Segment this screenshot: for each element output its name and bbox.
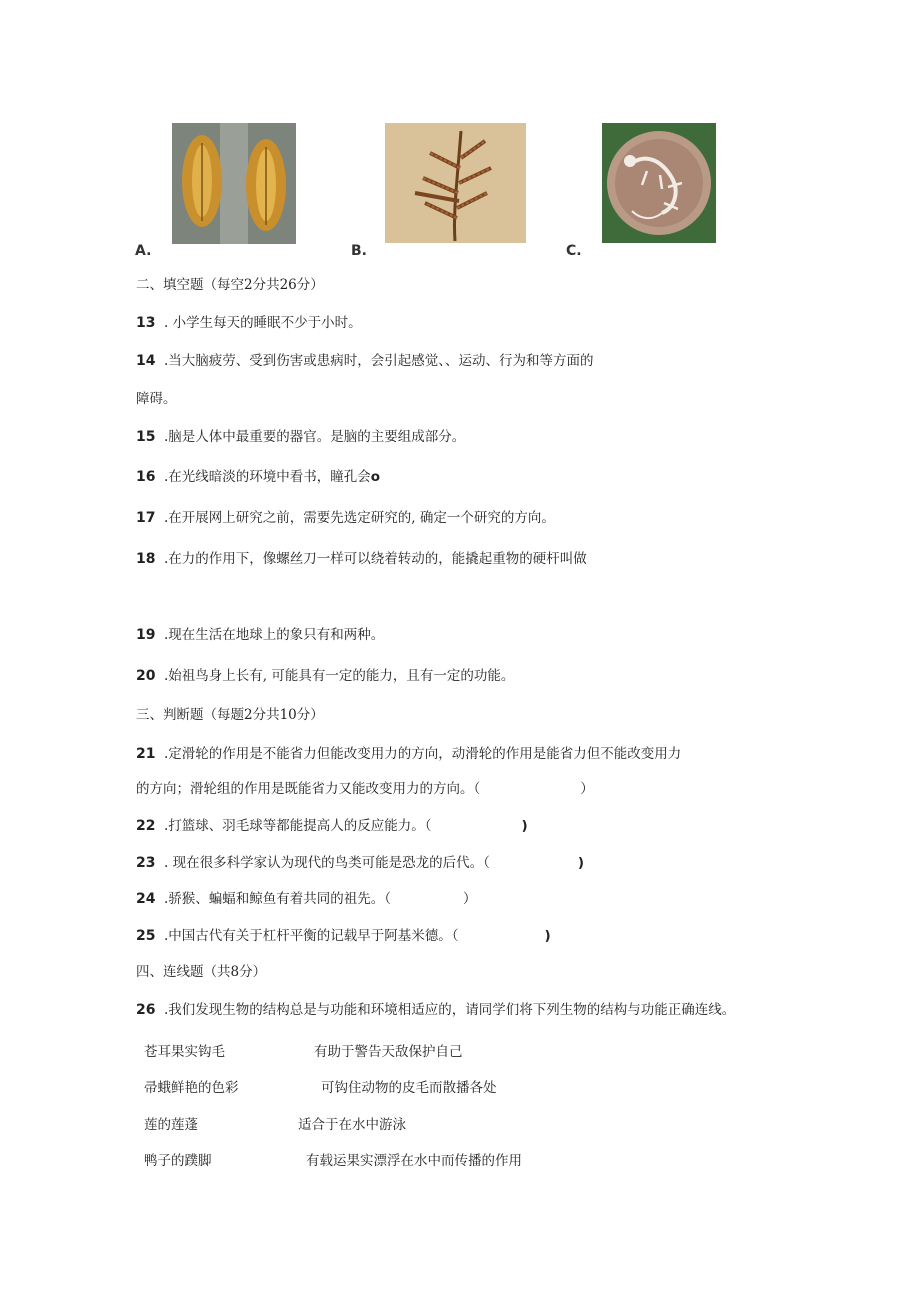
question-18 xyxy=(136,550,587,568)
question-number: 22 xyxy=(136,818,156,834)
section-4-title: 四、连线题（共8分） xyxy=(136,964,267,980)
question-text: .在力的作用下，像螺丝刀一样可以绕着转动的，能撬起重物的硬杆叫做 xyxy=(164,551,587,567)
question-text: .在光线暗淡的环境中看书，瞳孔会 xyxy=(164,469,371,485)
answer-paren-close: ） xyxy=(463,891,477,907)
question-text: .脑是人体中最重要的器官。是脑的主要组成部分。 xyxy=(164,429,466,445)
question-13 xyxy=(136,314,362,332)
question-16 xyxy=(136,468,380,486)
question-24 xyxy=(136,890,477,908)
question-text: .我们发现生物的结构总是与功能和环境相适应的，请同学们将下列生物的结构与功能正确连线。 xyxy=(164,1002,736,1018)
question-17 xyxy=(136,509,555,527)
question-20 xyxy=(136,667,514,685)
question-tail: o xyxy=(370,469,381,485)
question-number: 14 xyxy=(136,353,156,369)
fossil-image-c xyxy=(602,123,716,243)
match-right-2: 可钩住动物的皮毛而散播各处 xyxy=(321,1080,497,1096)
question-number: 23 xyxy=(136,855,156,871)
question-text: .定滑轮的作用是不能省力但能改变用力的方向，动滑轮的作用是能省力但不能改变用力 xyxy=(164,746,682,762)
match-right-3: 适合于在水中游泳 xyxy=(298,1117,406,1133)
question-number: 25 xyxy=(136,928,156,944)
question-number: 21 xyxy=(136,746,156,762)
match-right-1: 有助于警告天敌保护自己 xyxy=(314,1044,463,1060)
question-text: .中国古代有关于杠杆平衡的记载早于阿基米德。（ xyxy=(164,928,459,944)
match-left-1: 苍耳果实钩毛 xyxy=(144,1044,225,1060)
figure-a-label: A. xyxy=(135,243,152,259)
section-2-title: 二、填空题（每空2分共26分） xyxy=(136,277,324,293)
figure-c-label: C. xyxy=(566,243,582,259)
answer-paren-close: ) xyxy=(521,818,528,834)
question-text: .骄猴、蝙蝠和鲸鱼有着共同的祖先。（ xyxy=(164,891,392,907)
question-21-continued xyxy=(136,780,594,798)
answer-paren-close: ） xyxy=(580,781,594,797)
match-right-4: 有载运果实漂浮在水中而传播的作用 xyxy=(306,1153,522,1169)
question-14-continued: 障碍。 xyxy=(136,391,177,407)
question-23 xyxy=(136,854,584,872)
figure-b-label: B. xyxy=(351,243,367,259)
question-text: .在开展网上研究之前，需要先选定研究的, 确定一个研究的方向。 xyxy=(164,510,555,526)
question-text: .当大脑疲劳、受到伤害或患病时，会引起感觉、、运动、行为和等方面的 xyxy=(164,353,594,369)
question-15 xyxy=(136,428,465,446)
section-3-title: 三、判断题（每题2分共10分） xyxy=(136,707,324,723)
answer-paren-close: ) xyxy=(544,928,551,944)
question-19 xyxy=(136,626,384,644)
question-number: 18 xyxy=(136,551,156,567)
question-26 xyxy=(136,1001,735,1019)
question-text: .始祖鸟身上长有, 可能具有一定的能力，且有一定的功能。 xyxy=(164,668,515,684)
question-22 xyxy=(136,817,528,835)
question-number: 17 xyxy=(136,510,156,526)
question-number: 16 xyxy=(136,469,156,485)
question-number: 24 xyxy=(136,891,156,907)
question-text: . 现在很多科学家认为现代的鸟类可能是恐龙的后代。（ xyxy=(164,855,490,871)
match-left-2: 帚蛾鲜艳的色彩 xyxy=(144,1080,239,1096)
match-left-4: 鸭子的蹼脚 xyxy=(144,1153,212,1169)
answer-paren-close: ) xyxy=(577,855,585,871)
question-text: .打篮球、羽毛球等都能提高人的反应能力。（ xyxy=(164,818,432,834)
question-25 xyxy=(136,927,551,945)
question-14 xyxy=(136,352,594,370)
question-text: .现在生活在地球上的象只有和两种。 xyxy=(164,627,385,643)
question-21 xyxy=(136,745,681,763)
fossil-image-a xyxy=(172,123,296,244)
question-number: 13 xyxy=(136,315,156,331)
question-text: 的方向；滑轮组的作用是既能省力又能改变用力的方向。（ xyxy=(136,781,481,797)
question-number: 20 xyxy=(136,668,156,684)
question-number: 26 xyxy=(136,1002,156,1018)
fossil-image-b xyxy=(385,123,526,243)
match-left-3: 莲的莲蓬 xyxy=(144,1117,198,1133)
question-text: . 小学生每天的睡眠不少于小时。 xyxy=(164,315,362,331)
question-number: 15 xyxy=(136,429,156,445)
question-number: 19 xyxy=(136,627,156,643)
